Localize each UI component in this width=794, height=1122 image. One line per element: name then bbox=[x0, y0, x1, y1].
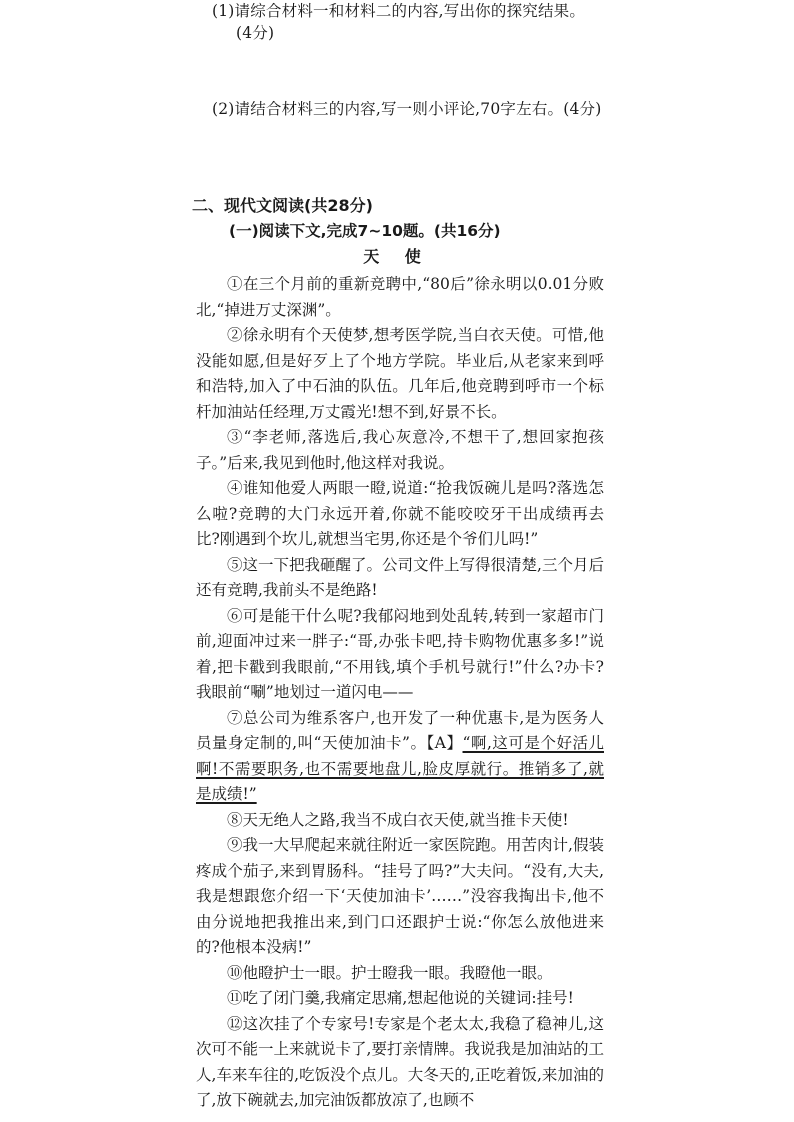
paragraph-12: ⑫这次挂了个专家号!专家是个老太太,我稳了稳神儿,这次可不能一上来就说卡了,要打亲情牌。我说我是加油站的工人,车来车往的,吃饭没个点儿。大冬天的,正吃着饭,来加油的了,放下碗就去,加完油饭都放凉了,也顾不 bbox=[196, 1014, 604, 1109]
question-1-score: (4分) bbox=[236, 24, 275, 42]
paragraph-11: ⑪吃了闭门羹,我痛定思痛,想起他说的关键词:挂号! bbox=[227, 989, 574, 1007]
paragraph-4: ④谁知他爱人两眼一瞪,说道:“抢我饭碗儿是吗?落选怎么啦?竞聘的大门永远开着,你就不能咬咬牙干出成绩再去比?刚遇到个坎儿,就想当宅男,你还是个爷们儿吗!” bbox=[196, 479, 604, 548]
question-1 bbox=[212, 0, 612, 44]
paragraph-5: ⑤这一下把我砸醒了。公司文件上写得很清楚,三个月后还有竞聘,我前头不是绝路! bbox=[196, 555, 604, 599]
paragraph-3: ③“李老师,落选后,我心灰意冷,不想干了,想回家抱孩子。”后来,我见到他时,他这样对我说。 bbox=[196, 428, 604, 472]
underlined-sentence: “啊,这可是个好活儿啊!不需要职务,也不需要地盘儿,脸皮厚就行。推销多了,就是成绩!” bbox=[196, 734, 604, 803]
paragraph-1: ①在三个月前的重新竞聘中,“80后”徐永明以0.01分败北,“掉进万丈深渊”。 bbox=[196, 275, 604, 319]
question-2 bbox=[212, 98, 612, 120]
annotation-mark-a: 【A】 bbox=[426, 734, 463, 752]
question-2-text: (2)请结合材料三的内容,写一则小评论,70字左右。(4分) bbox=[212, 100, 602, 118]
article-body bbox=[196, 272, 604, 1114]
section-heading: 二、现代文阅读(共28分) bbox=[192, 196, 373, 215]
question-1-text: (1)请综合材料一和材料二的内容,写出你的探究结果。 bbox=[212, 2, 586, 20]
paragraph-8: ⑧天无绝人之路,我当不成白衣天使,就当推卡天使! bbox=[227, 810, 569, 829]
paragraph-6: ⑥可是能干什么呢?我郁闷地到处乱转,转到一家超市门前,迎面冲过来一胖子:“哥,办张卡吧,持卡购物优惠多多!”说着,把卡戳到我眼前,“不用钱,填个手机号就行!”什么?办卡?我眼前“唰”地划过一道闪电—— bbox=[196, 606, 604, 701]
paragraph-10: ⑩他瞪护士一眼。护士瞪我一眼。我瞪他一眼。 bbox=[227, 963, 553, 982]
paragraph-7 bbox=[196, 706, 604, 808]
paragraph-9: ⑨我一大早爬起来就往附近一家医院跑。用苦肉计,假装疼成个茄子,来到胃肠科。“挂号了吗?”大夫问。“没有,大夫,我是想跟您介绍一下‘天使加油卡’……”没容我掏出卡,他不由分说地把我推出来,到门口还跟护士说:“你怎么放他进来的?他根本没病!” bbox=[196, 836, 604, 956]
subsection-heading: (一)阅读下文,完成7~10题。(共16分) bbox=[229, 222, 501, 240]
article-title: 天 使 bbox=[363, 247, 431, 266]
paragraph-7-text: ⑦总公司为维系客户,也开发了一种优惠卡,是为医务人员量身定制的,叫“天使加油卡”。 bbox=[196, 708, 604, 752]
paragraph-2: ②徐永明有个天使梦,想考医学院,当白衣天使。可惜,他没能如愿,但是好歹上了个地方学院。毕业后,从老家来到呼和浩特,加入了中石油的队伍。几年后,他竞聘到呼市一个标杆加油站任经理,万丈霞光!想不到,好景不长。 bbox=[196, 326, 604, 421]
